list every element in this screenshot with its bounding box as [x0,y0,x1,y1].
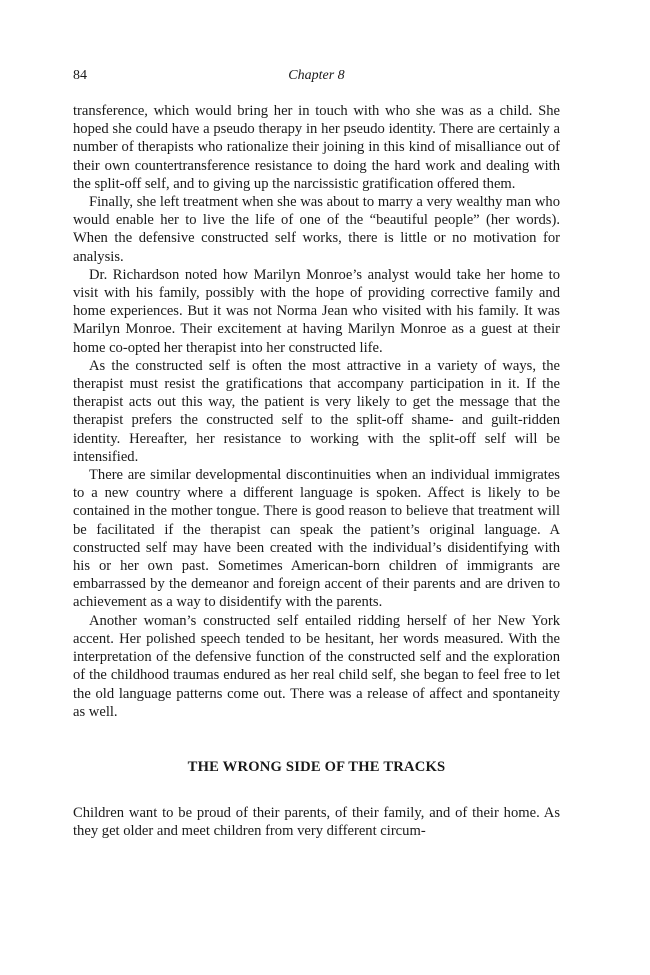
section-heading: THE WRONG SIDE OF THE TRACKS [187,758,446,775]
section-first-paragraph: Children want to be proud of their parents, of their family, and of their home. As they get older and meet children from very different circum- [73,804,560,840]
paragraph-immigration: There are similar developmental discontinuities when an individual immigrates to a new country where a different language is spoken. Affect is likely to be contained in the mother tongue. There is good reason to believe that treatment will be facilitated if the therapist can speak the patient’s original language. A constructed self may have been created with the individual’s disidentifying with his or her own past. Sometimes American-born children of immigrants are embarrassed by the demeanor and foreign accent of their parents and are driven to achievement as a way to disidentify with the parents. [73,467,560,611]
paragraph-marilyn-monroe: Dr. Richardson noted how Marilyn Monroe’s analyst would take her home to visit with his family, possibly with the hope of providing corrective family and home experiences. But it was not Norma Jean who visited with his family. It was Marilyn Monroe. Their excitement at having Marilyn Monroe as a guest at their home co-opted her therapist into her constructed life. [73,266,560,356]
chapter-label: Chapter 8 [288,68,345,83]
book-page [73,64,560,840]
body-text [73,102,560,721]
page-number: 84 [73,68,87,83]
paragraph-continuation: transference, which would bring her in touch with who she was as a child. She hoped she could have a pseudo therapy in her pseudo identity. There are certainly a number of therapists who rationalize their joining in this kind of misalliance out of their own countertransference resistance to doing the hard work and dealing with the split-off self, and to giving up the narcissistic gratification offered them. [73,103,560,192]
paragraph-beautiful-people: Finally, she left treatment when she was about to marry a very wealthy man who would enable her to live the life of one of the “beautiful people” (her words). When the defensive constructed self works, there is little or no motivation for analysis. [73,194,560,265]
paragraph-constructed-self: As the constructed self is often the most attractive in a variety of ways, the therapist must resist the gratifications that accompany participation in it. If the therapist acts out this way, the patient is very likely to get the message that the therapist prefers the constructed self to the split-off shame- and guilt-ridden identity. Hereafter, her resistance to working with the split-off self will be intensified. [73,357,560,465]
running-head [73,64,560,88]
paragraph-new-york-accent: Another woman’s constructed self entailed ridding herself of her New York accent. Her polished speech tended to be hesitant, her words measured. With the interpretation of the defensive function of the constructed self and the exploration of the childhood traumas endured as her real child self, she began to feel free to let the old language patterns come out. There was a release of affect and spontaneity as well. [73,612,560,720]
